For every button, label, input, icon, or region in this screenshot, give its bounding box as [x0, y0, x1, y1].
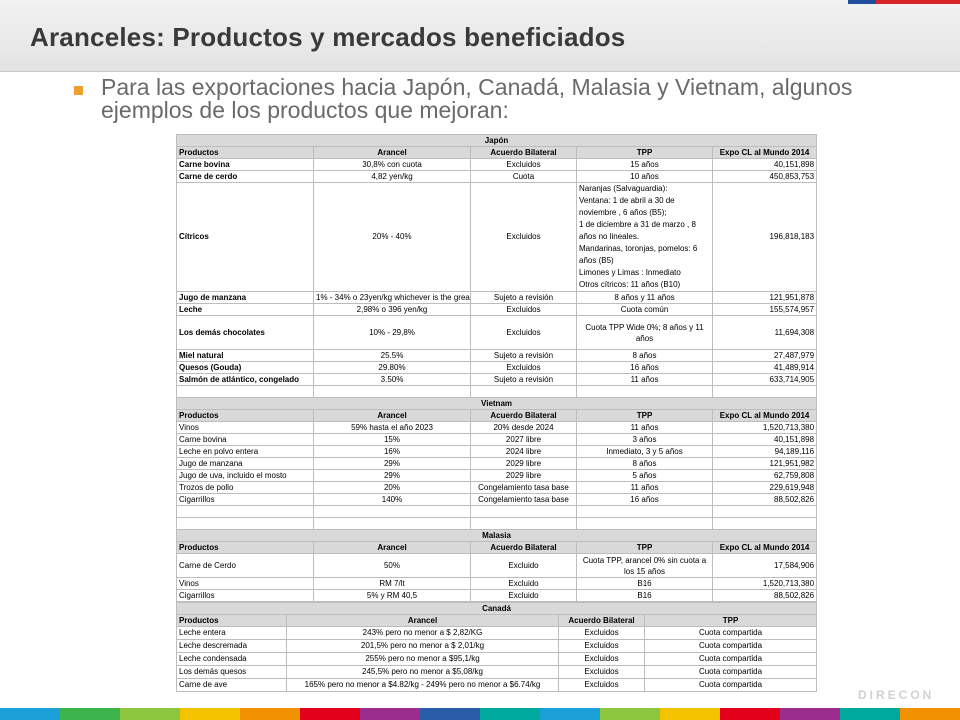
cell-t: Cuota compartida [645, 653, 817, 666]
cell-b: Excluidos [559, 640, 645, 653]
cell-p: Vinos [177, 422, 314, 434]
blank-row [177, 518, 817, 530]
cell-b: Excluidos [559, 666, 645, 679]
cell-t: 16 años [577, 494, 713, 506]
cell-t: 11 años [577, 482, 713, 494]
cell-p: Carne de Cerdo [177, 554, 314, 578]
cell-a: 29.80% [314, 362, 471, 374]
flag-stripe-red [876, 0, 960, 4]
color-strip-segment [900, 708, 960, 720]
color-strip-segment [240, 708, 300, 720]
vietnam-section-title: Vietnam [177, 398, 817, 410]
blank-cell [713, 506, 817, 518]
column-header: Arancel [314, 410, 471, 422]
cell-p: Carne de ave [177, 679, 287, 692]
cell-a: 3.50% [314, 374, 471, 386]
cell-t: 8 años y 11 años [577, 292, 713, 304]
color-strip-segment [0, 708, 60, 720]
cell-a: 15% [314, 434, 471, 446]
cell-b: 20% desde 2024 [471, 422, 577, 434]
cell-p: Carne bovina [177, 159, 314, 171]
cell-b: 2024 libre [471, 446, 577, 458]
cell-p: Cigarrillos [177, 590, 314, 602]
cell-t: B16 [577, 590, 713, 602]
blank-cell [314, 518, 471, 530]
cell-p: Quesos (Gouda) [177, 362, 314, 374]
column-header: Productos [177, 542, 314, 554]
cell-p: Salmón de atlántico, congelado [177, 374, 314, 386]
table-row [177, 494, 817, 506]
color-strip-segment [780, 708, 840, 720]
cell-t: 3 años [577, 434, 713, 446]
cell-a: 20% - 40% [314, 183, 471, 292]
cell-a: 201,5% pero no menor a $ 2,01/kg [287, 640, 559, 653]
color-strip [0, 708, 960, 720]
column-header: Productos [177, 615, 287, 627]
blank-row [177, 506, 817, 518]
color-strip-segment [360, 708, 420, 720]
cell-a: 245,5% pero no menor a $5,08/kg [287, 666, 559, 679]
blank-cell [577, 386, 713, 398]
cell-e: 27,487,979 [713, 350, 817, 362]
cell-t: Cuota común [577, 304, 713, 316]
cell-t: Inmediato, 3 y 5 años [577, 446, 713, 458]
blank-cell [577, 518, 713, 530]
cell-p: Jugo de manzana [177, 292, 314, 304]
vietnam-column-headers [177, 410, 817, 422]
table-row [177, 434, 817, 446]
cell-b: Excluidos [471, 159, 577, 171]
cell-e: 450,853,753 [713, 171, 817, 183]
cell-a: 20% [314, 482, 471, 494]
column-header: Acuerdo Bilateral [471, 147, 577, 159]
cell-a: RM 7/lt [314, 578, 471, 590]
cell-b: Sujeto a revisión [471, 292, 577, 304]
cell-b: Congelamiento tasa base [471, 494, 577, 506]
cell-e: 62,759,808 [713, 470, 817, 482]
table-row [177, 292, 817, 304]
cell-t: Cuota TPP, arancel 0% sin cuota a los 15 años [577, 554, 713, 578]
cell-b: Congelamiento tasa base [471, 482, 577, 494]
table-row [177, 183, 817, 292]
cell-a: 29% [314, 458, 471, 470]
cell-b: Excluido [471, 590, 577, 602]
cell-b: Excluidos [559, 679, 645, 692]
table-row [177, 422, 817, 434]
cell-b: Excluidos [559, 653, 645, 666]
table-row [177, 578, 817, 590]
cell-t: 5 años [577, 470, 713, 482]
cell-t: 11 años [577, 422, 713, 434]
column-header: Productos [177, 147, 314, 159]
malasia-section-title: Malasia [177, 530, 817, 542]
canada-section-title: Canadá [177, 603, 817, 615]
malasia-section-header [177, 530, 817, 542]
cell-a: 10% - 29,8% [314, 316, 471, 350]
column-header: TPP [645, 615, 817, 627]
column-header: TPP [577, 410, 713, 422]
color-strip-segment [480, 708, 540, 720]
cell-b: Excluidos [471, 316, 577, 350]
cell-p: Jugo de manzana [177, 458, 314, 470]
blank-cell [471, 386, 577, 398]
cell-a: 2,98% o 396 yen/kg [314, 304, 471, 316]
cell-p: Jugo de uva, incluido el mosto [177, 470, 314, 482]
cell-e: 1,520,713,380 [713, 578, 817, 590]
cell-a: 16% [314, 446, 471, 458]
cell-p: Cigarrillos [177, 494, 314, 506]
cell-e: 88,502,826 [713, 590, 817, 602]
cell-b: Excluidos [559, 627, 645, 640]
cell-b: Excluidos [471, 362, 577, 374]
table-row [177, 627, 817, 640]
tariff-tables [176, 134, 816, 692]
cell-a: 243% pero no menor a $ 2,82/KG [287, 627, 559, 640]
color-strip-segment [600, 708, 660, 720]
cell-e: 11,694,308 [713, 316, 817, 350]
cell-b: Cuota [471, 171, 577, 183]
cell-t: Cuota compartida [645, 640, 817, 653]
cell-t: 16 años [577, 362, 713, 374]
table-row [177, 482, 817, 494]
color-strip-segment [540, 708, 600, 720]
table-row [177, 458, 817, 470]
table-row [177, 653, 817, 666]
column-header: Expo CL al Mundo 2014 [713, 147, 817, 159]
cell-e: 121,951,982 [713, 458, 817, 470]
cell-b: Sujeto a revisión [471, 374, 577, 386]
cell-a: 29% [314, 470, 471, 482]
cell-e: 196,818,183 [713, 183, 817, 292]
cell-b: Excluidos [471, 304, 577, 316]
blank-cell [314, 386, 471, 398]
table-row [177, 470, 817, 482]
blank-cell [471, 518, 577, 530]
cell-e: 17,584,906 [713, 554, 817, 578]
table-row [177, 679, 817, 692]
table-row [177, 666, 817, 679]
japon-section-title: Japón [177, 135, 817, 147]
cell-a: 1% - 34% o 23yen/kg whichever is the grea [314, 292, 471, 304]
cell-p: Leche descremada [177, 640, 287, 653]
color-strip-segment [840, 708, 900, 720]
cell-b: Excluido [471, 578, 577, 590]
cell-t: 8 años [577, 458, 713, 470]
table-row [177, 590, 817, 602]
cell-p: Carne bovina [177, 434, 314, 446]
column-header: Acuerdo Bilateral [471, 410, 577, 422]
cell-e: 94,189,116 [713, 446, 817, 458]
color-strip-segment [420, 708, 480, 720]
table-row [177, 362, 817, 374]
cell-e: 88,502,826 [713, 494, 817, 506]
cell-p: Los demás chocolates [177, 316, 314, 350]
cell-e: 633,714,905 [713, 374, 817, 386]
cell-e: 229,619,948 [713, 482, 817, 494]
blank-cell [177, 506, 314, 518]
table-row [177, 171, 817, 183]
cell-b: 2029 libre [471, 458, 577, 470]
table-row [177, 446, 817, 458]
table-row [177, 554, 817, 578]
cell-a: 59% hasta el año 2023 [314, 422, 471, 434]
cell-e: 155,574,957 [713, 304, 817, 316]
blank-row [177, 386, 817, 398]
cell-t: Cuota compartida [645, 627, 817, 640]
japon-section-header [177, 135, 817, 147]
cell-e: 1,520,713,380 [713, 422, 817, 434]
cell-a: 4,82 yen/kg [314, 171, 471, 183]
canada-section-header [177, 603, 817, 615]
vietnam-section-header [177, 398, 817, 410]
cell-a: 255% pero no menor a $95,1/kg [287, 653, 559, 666]
cell-p: Carne de cerdo [177, 171, 314, 183]
cell-p: Leche en polvo entera [177, 446, 314, 458]
canada-column-headers [177, 615, 817, 627]
cell-p: Trozos de pollo [177, 482, 314, 494]
table-row [177, 350, 817, 362]
table-row [177, 304, 817, 316]
cell-p: Cítricos [177, 183, 314, 292]
tariff-table-canada [176, 602, 817, 692]
blank-cell [471, 506, 577, 518]
table-row [177, 640, 817, 653]
cell-t: 11 años [577, 374, 713, 386]
cell-p: Miel natural [177, 350, 314, 362]
cell-p: Vinos [177, 578, 314, 590]
blank-cell [713, 518, 817, 530]
color-strip-segment [720, 708, 780, 720]
cell-t: B16 [577, 578, 713, 590]
cell-a: 50% [314, 554, 471, 578]
cell-t: Cuota TPP Wide 0%; 8 años y 11 años [577, 316, 713, 350]
blank-cell [314, 506, 471, 518]
slide-title: Aranceles: Productos y mercados beneficiados [30, 22, 626, 52]
column-header: Arancel [314, 147, 471, 159]
column-header: Expo CL al Mundo 2014 [713, 410, 817, 422]
blank-cell [177, 518, 314, 530]
column-header: Productos [177, 410, 314, 422]
column-header: Expo CL al Mundo 2014 [713, 542, 817, 554]
cell-b: Excluidos [471, 183, 577, 292]
table-row [177, 159, 817, 171]
title-bar [0, 0, 960, 72]
cell-t: Cuota compartida [645, 666, 817, 679]
flag-stripe-blue [848, 0, 876, 4]
cell-p: Los demás quesos [177, 666, 287, 679]
column-header: Arancel [314, 542, 471, 554]
cell-t: 10 años [577, 171, 713, 183]
column-header: TPP [577, 542, 713, 554]
cell-a: 165% pero no menor a $4.82/kg - 249% pero no menor a $6.74/kg [287, 679, 559, 692]
cell-a: 140% [314, 494, 471, 506]
color-strip-segment [300, 708, 360, 720]
cell-t: 8 años [577, 350, 713, 362]
color-strip-segment [120, 708, 180, 720]
cell-a: 30,8% con cuota [314, 159, 471, 171]
cell-a: 5% y RM 40,5 [314, 590, 471, 602]
direcon-logo: DIRECON [858, 688, 935, 702]
column-header: TPP [577, 147, 713, 159]
column-header: Acuerdo Bilateral [471, 542, 577, 554]
cell-e: 121,951,878 [713, 292, 817, 304]
blank-cell [177, 386, 314, 398]
cell-t: Naranjas (Salvaguardia): Ventana: 1 de abril a 30 de noviembre , 6 años (B5); 1 de diciembre a 31 de marzo , 8 años no lineales. Mandarinas, toronjas, pomelos: 6 años (B5) Limones y Limas : Inmediato Otros cítricos: 11 años (B10) [577, 183, 713, 292]
column-header: Arancel [287, 615, 559, 627]
cell-t: 15 años [577, 159, 713, 171]
blank-cell [577, 506, 713, 518]
cell-t: Cuota compartida [645, 679, 817, 692]
cell-b: 2027 libre [471, 434, 577, 446]
bullet-square-icon [74, 86, 83, 95]
tariff-table-main [176, 134, 817, 602]
cell-p: Leche condensada [177, 653, 287, 666]
japon-column-headers [177, 147, 817, 159]
malasia-column-headers [177, 542, 817, 554]
cell-b: Sujeto a revisión [471, 350, 577, 362]
bullet-text: Para las exportaciones hacia Japón, Canadá, Malasia y Vietnam, algunos ejemplos de los productos que mejoran: [101, 74, 853, 123]
color-strip-segment [60, 708, 120, 720]
color-strip-segment [180, 708, 240, 720]
cell-p: Leche entera [177, 627, 287, 640]
table-row [177, 374, 817, 386]
cell-b: 2029 libre [471, 470, 577, 482]
table-row [177, 316, 817, 350]
column-header: Acuerdo Bilateral [559, 615, 645, 627]
cell-b: Excluido [471, 554, 577, 578]
cell-e: 41,489,914 [713, 362, 817, 374]
blank-cell [713, 386, 817, 398]
cell-e: 40,151,898 [713, 159, 817, 171]
color-strip-segment [660, 708, 720, 720]
cell-e: 40,151,898 [713, 434, 817, 446]
cell-a: 25.5% [314, 350, 471, 362]
cell-p: Leche [177, 304, 314, 316]
